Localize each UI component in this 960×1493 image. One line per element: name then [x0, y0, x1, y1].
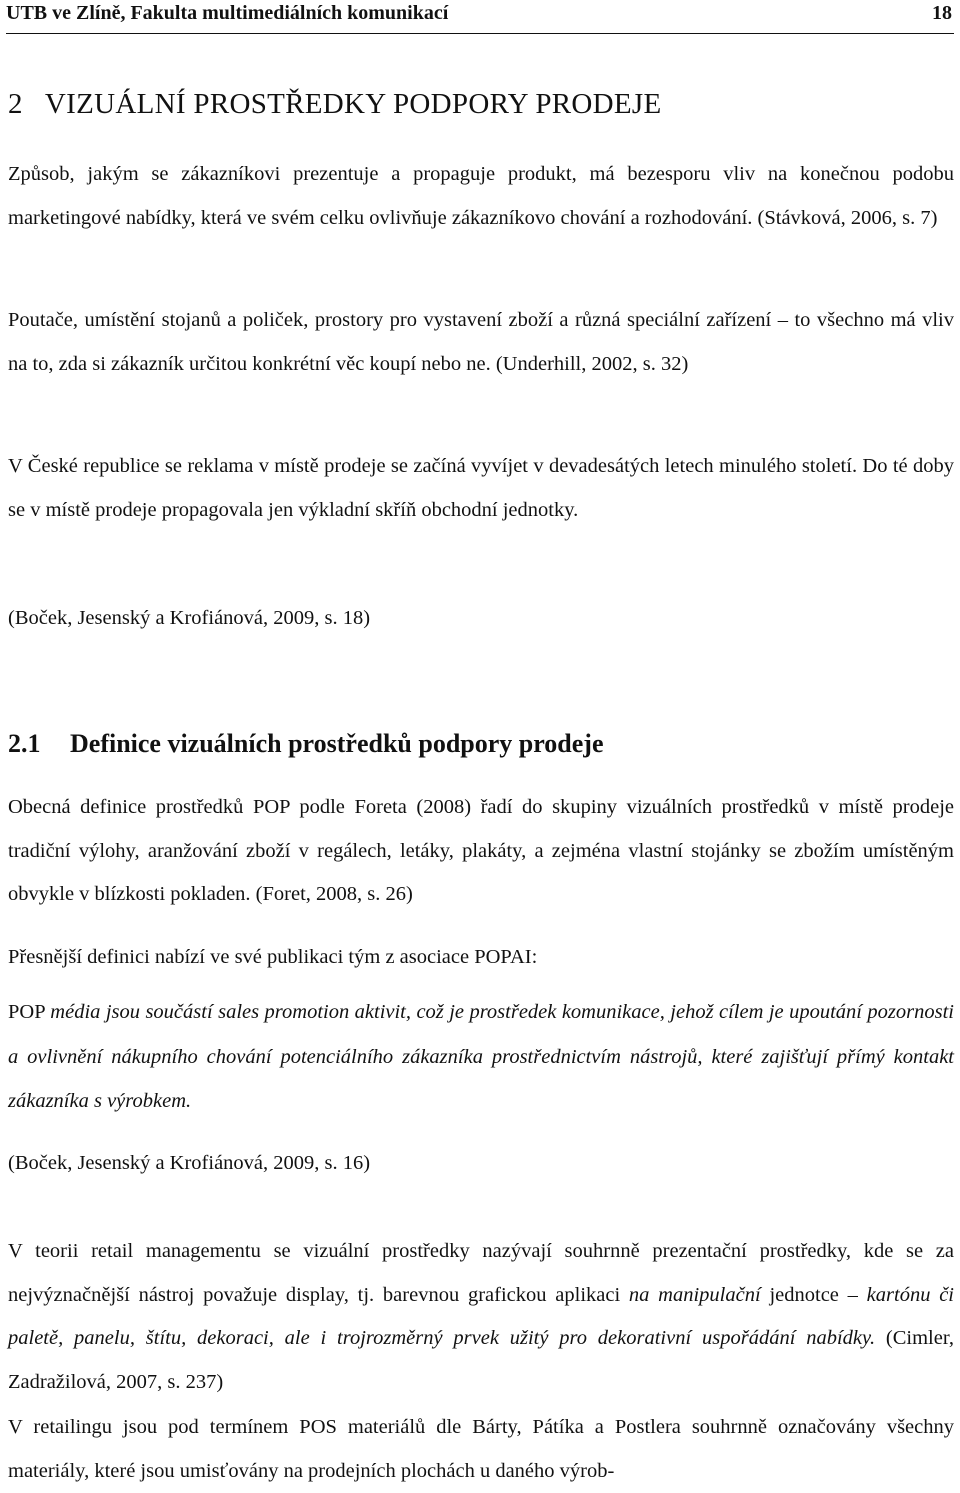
p9-text-3: (Cimler, Zadražilová, 2007, s. 237) [8, 1327, 954, 1393]
p9-text-2: jednotce – [760, 1283, 867, 1306]
p9-italic-2: kartónu či paletě, panelu, štítu, dekoraci, ale i trojrozměrný prvek užitý pro dekorativní uspořádání nabídky. [8, 1283, 954, 1349]
p9-italic-1: na manipulační [628, 1283, 761, 1306]
quote-italic: média jsou součástí sales promotion aktivit, což je prostředek komunikace, jehož cílem je upoutání pozornosti a ovlivnění nákupního chování potenciálního zákazníka prostřednictvím nástrojů, které zajišťují přímý kontakt zákazníka s výrobkem. [8, 1001, 954, 1112]
page-number: 18 [932, 2, 952, 24]
paragraph-intro: Způsob, jakým se zákazníkovi prezentuje a propaguje produkt, má bezesporu vliv na konečnou podobu marketingové nabídky, která ve svém celku ovlivňuje zákazníkovo chování a rozhodování. (Stávková, 2006, s. 7) [8, 163, 954, 229]
section-number: 2.1 [8, 729, 41, 758]
paragraph-underhill: Poutače, umístění stojanů a poliček, prostory pro vystavení zboží a různá speciální zařízení – to všechno má vliv na to, zda si zákazník určitou konkrétní věc koupí nebo ne. (Underhill, 2002, s. 32) [8, 309, 954, 375]
paragraph-retailing-pos: V retailingu jsou pod termínem POS materiálů dle Bárty, Pátíka a Postlera souhrnně označovány všechny materiály, které jsou umisťovány na prodejních plochách u daného výrob- [8, 1416, 954, 1482]
p9-text-1: V teorii retail managementu se vizuální prostředky nazývají souhrnně prezentační prostředky, kde se za nejvýznačnější nástroj považuje display, tj. barevnou grafickou aplikaci [8, 1240, 954, 1306]
header-institution: UTB ve Zlíně, Fakulta multimediálních komunikací [6, 2, 449, 24]
paragraph-retail-management [8, 1230, 954, 1404]
chapter-heading [8, 88, 662, 121]
paragraph-czech-history: V České republice se reklama v místě prodeje se začíná vyvíjet v devadesátých letech minulého století. Do té doby se v místě prodeje propagovala jen výkladní skříň obchodní jednotky. [8, 455, 954, 521]
section-title: Definice vizuálních prostředků podpory prodeje [70, 729, 604, 758]
running-header [6, 0, 954, 34]
quote-lead: POP [8, 1001, 51, 1023]
citation-bocek-18: (Boček, Jesenský a Krofiánová, 2009, s. 18) [8, 607, 371, 629]
citation-bocek-16: (Boček, Jesenský a Krofiánová, 2009, s. 16) [8, 1152, 371, 1174]
paragraph-foret-definition: Obecná definice prostředků POP podle Foreta (2008) řadí do skupiny vizuálních prostředků v místě prodeje tradiční výlohy, aranžování zboží v regálech, letáky, plakáty, a zejména vlastní stojánky se zbožím umístěným obvykle v blízkosti pokladen. (Foret, 2008, s. 26) [8, 796, 954, 905]
section-heading [8, 729, 604, 759]
paragraph-popai-intro: Přesnější definici nabízí ve své publikaci tým z asociace POPAI: [8, 946, 538, 968]
chapter-title: 2 VIZUÁLNÍ PROSTŘEDKY PODPORY PRODEJE [8, 88, 662, 120]
quote-popai-definition [8, 990, 954, 1124]
